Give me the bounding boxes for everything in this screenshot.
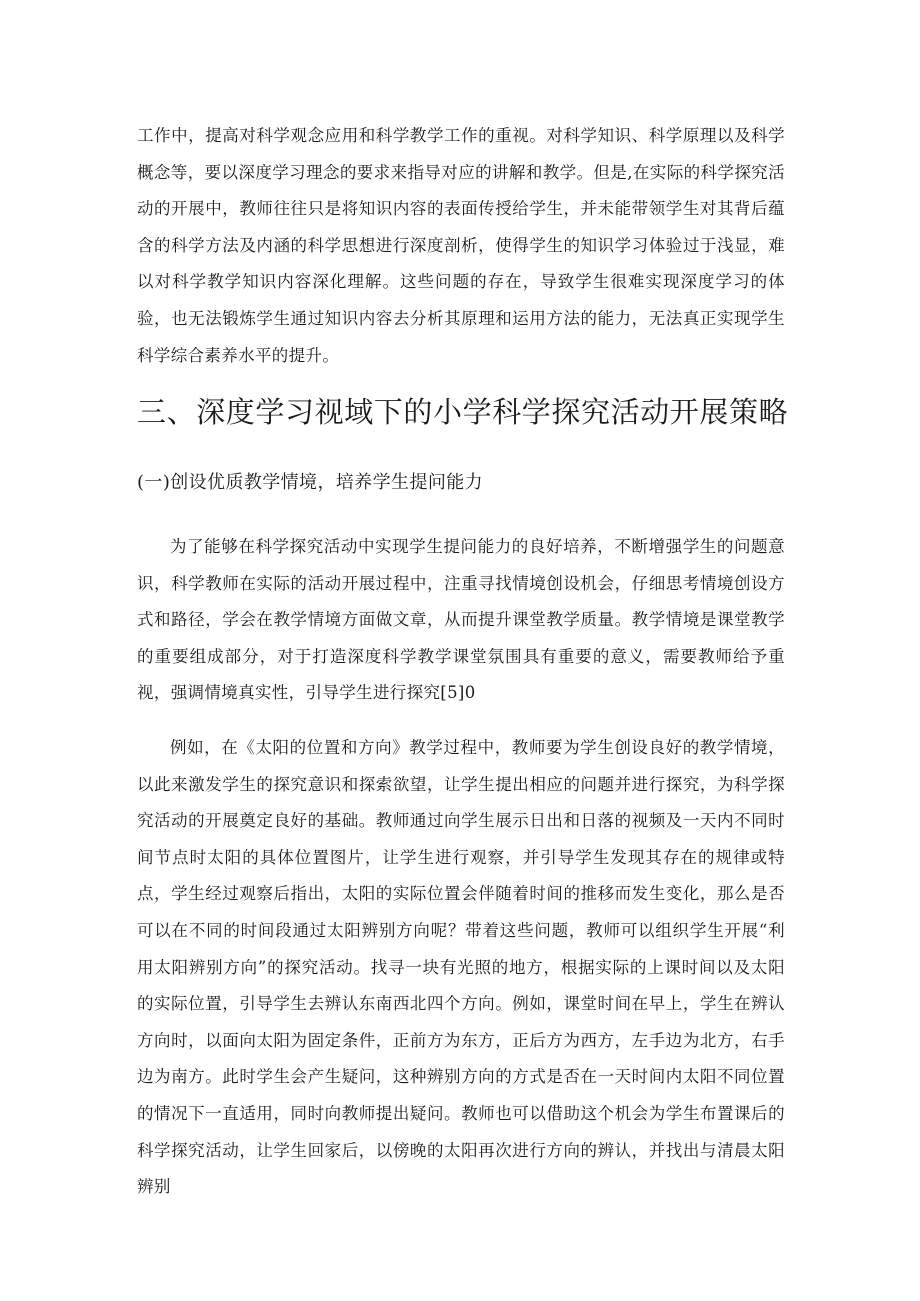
subsection-heading: (一)创设优质教学情境，培养学生提问能力 — [137, 472, 484, 493]
body-paragraph-example: 例如，在《太阳的位置和方向》教学过程中，教师要为学生创设良好的教学情境，以此来激发学生的探究意识和探索欲望，让学生提出相应的问题并进行探究，为科学探究活动的开展奠定良好的基础。教师通过向学生展示日出和日落的视频及一天内不同时间节点时太阳的具体位置图片，让学生进行观察，并引导学生发现其存在的规律或特点，学生经过观察后指出，太阳的实际位置会伴随着时间的推移而发生变化，那么是否可以在不同的时间段通过太阳辨别方向呢？带着这些问题，教师可以组织学生开展“利用太阳辨别方向”的探究活动。找寻一块有光照的地方，根据实际的上课时间以及太阳的实际位置，引导学生去辨认东南西北四个方向。例如，课堂时间在早上，学生在辨认方向时，以面向太阳为固定条件，正前方为东方，正后方为西方，左手边为北方，右手边为南方。此时学生会产生疑问，这种辨别方向的方式是否在一天时间内太阳不同位置的情况下一直适用，同时向教师提出疑问。教师也可以借助这个机会为学生布置课后的科学探究活动，让学生回家后，以傍晚的太阳再次进行方向的辨认，并找出与清晨太阳辨别 — [137, 738, 785, 1197]
body-paragraph: 为了能够在科学探究活动中实现学生提问能力的良好培养，不断增强学生的问题意识，科学教师在实际的活动开展过程中，注重寻找情境创设机会，仔细思考情境创设方式和路径，学会在教学情境方面做文章，从而提升课堂教学质量。教学情境是课堂教学的重要组成部分，对于打造深度科学教学课堂氛围具有重要的意义，需要教师给予重视，强调情境真实性，引导学生进行探究[5]0 — [137, 537, 785, 703]
section-heading: 三、深度学习视域下的小学科学探究活动开展策略 — [137, 395, 789, 429]
body-paragraph-continued: 工作中，提高对科学观念应用和科学教学工作的重视。对科学知识、科学原理以及科学概念等，要以深度学习理念的要求来指导对应的讲解和教学。但是,在实际的科学探究活动的开展中，教师往往只是将知识内容的表面传授给学生，并未能带领学生对其背后蕴含的科学方法及内涵的科学思想进行深度剖析，使得学生的知识学习体验过于浅显，难以对科学教学知识内容深化理解。这些问题的存在，导致学生很难实现深度学习的体验，也无法锻炼学生通过知识内容去分析其原理和运用方法的能力，无法真正实现学生科学综合素养水平的提升。 — [137, 126, 785, 365]
